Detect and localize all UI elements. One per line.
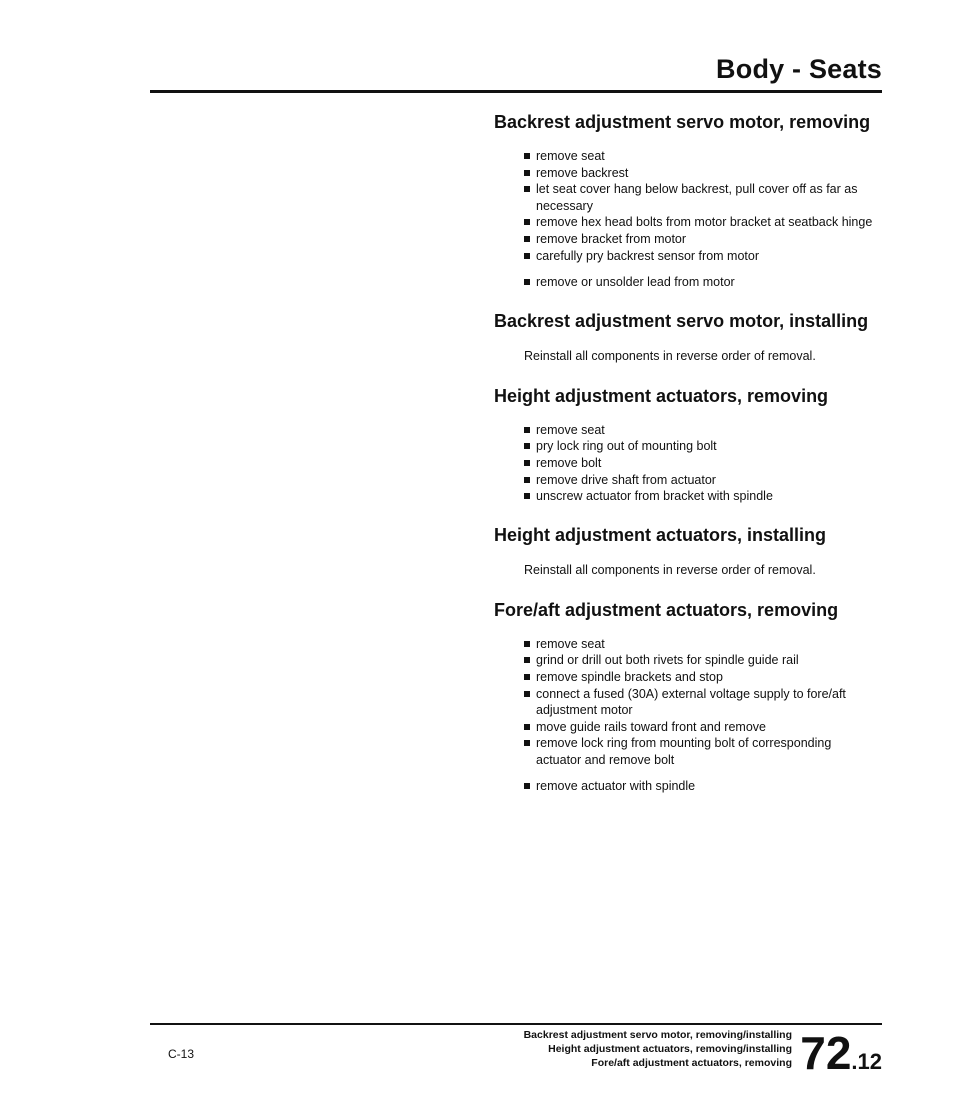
- instruction-text: Reinstall all components in reverse order of removal.: [524, 348, 816, 363]
- section-height-removing: [494, 386, 874, 505]
- list-item: remove bracket from motor: [524, 231, 874, 248]
- page-code: C-13: [168, 1047, 195, 1061]
- section-height-installing: [494, 525, 874, 580]
- footer-rule: [150, 1023, 882, 1025]
- section-heading: Fore/aft adjustment actuators, removing: [494, 599, 839, 620]
- list-item: remove backrest: [524, 165, 874, 182]
- footer-section-index: [524, 1028, 792, 1070]
- list-item: remove seat: [524, 636, 874, 653]
- list-item: remove spindle brackets and stop: [524, 669, 874, 686]
- step-list: [524, 148, 874, 291]
- list-item: remove actuator with spindle: [524, 778, 874, 795]
- list-item: pry lock ring out of mounting bolt: [524, 438, 874, 455]
- instruction-text: Reinstall all components in reverse order of removal.: [524, 562, 816, 577]
- footer-link: Fore/aft adjustment actuators, removing: [591, 1057, 792, 1069]
- list-item: remove drive shaft from actuator: [524, 472, 874, 489]
- list-item: carefully pry backrest sensor from motor: [524, 248, 874, 265]
- list-item: remove bolt: [524, 455, 874, 472]
- page-title: Body - Seats: [716, 54, 882, 84]
- section-backrest-removing: [494, 112, 874, 291]
- list-item: remove or unsolder lead from motor: [524, 274, 874, 291]
- list-item: grind or drill out both rivets for spindle guide rail: [524, 652, 874, 669]
- page-number-major: 72: [800, 1027, 852, 1079]
- section-heading: Height adjustment actuators, removing: [494, 385, 829, 406]
- footer-link: Backrest adjustment servo motor, removing/installing: [523, 1029, 792, 1041]
- header-rule: [150, 90, 882, 93]
- list-item: remove hex head bolts from motor bracket at seatback hinge: [524, 214, 874, 231]
- list-item: remove lock ring from mounting bolt of corresponding actuator and remove bolt: [524, 735, 874, 768]
- list-item: move guide rails toward front and remove: [524, 719, 874, 736]
- section-heading: Backrest adjustment servo motor, installing: [494, 310, 869, 331]
- step-list: [524, 422, 874, 505]
- step-list: [524, 636, 874, 795]
- list-item: connect a fused (30A) external voltage supply to fore/aft adjustment motor: [524, 686, 874, 719]
- main-content: [494, 112, 874, 815]
- list-item: remove seat: [524, 148, 874, 165]
- list-item: unscrew actuator from bracket with spindle: [524, 488, 874, 505]
- page-number: [800, 1026, 882, 1080]
- footer-link: Height adjustment actuators, removing/installing: [548, 1043, 792, 1055]
- section-backrest-installing: [494, 311, 874, 366]
- list-item: let seat cover hang below backrest, pull cover off as far as necessary: [524, 181, 874, 214]
- page-number-minor: .12: [851, 1049, 882, 1074]
- section-heading: Backrest adjustment servo motor, removing: [494, 112, 871, 132]
- section-foreaft-removing: [494, 600, 874, 795]
- section-heading: Height adjustment actuators, installing: [494, 524, 827, 545]
- list-item: remove seat: [524, 422, 874, 439]
